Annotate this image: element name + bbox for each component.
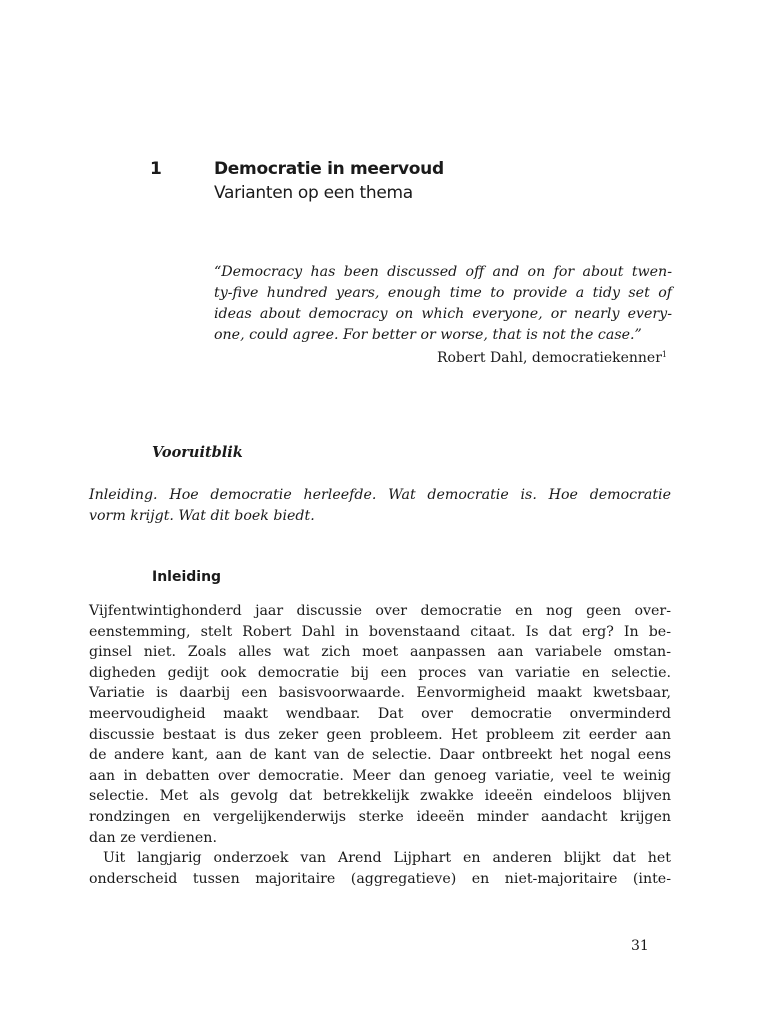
chapter-number: 1 [150,159,162,179]
body-line: dan ze verdienen. [89,829,217,846]
body-line: digheden gedijt ook democratie bij een proces van variatie en selectie. [89,664,671,681]
body-line: Uit langjarig onderzoek van Arend Lijphart en anderen blijkt dat het [103,850,671,867]
page-number: 31 [631,938,649,954]
epigraph-line: “Democracy has been discussed off and on for about twen- [214,264,672,280]
attribution-text: Robert Dahl, democratiekenner [436,350,662,366]
body-line: de andere kant, aan de kant van de selectie. Daar ontbreekt het nogal eens [89,747,671,764]
epigraph-attribution [437,345,667,368]
body-line: selectie. Met als gevolg dat betrekkelijk zwakke ideeën eindeloos blijven [89,788,671,805]
preview-line: vorm krijgt. Wat dit boek biedt. [89,508,315,524]
preview-heading: Vooruitblik [152,444,243,461]
body-line: meervoudigheid maakt wendbaar. Dat over democratie onverminderd [89,705,671,722]
body-line: discussie bestaat is dus zeker geen probleem. Het probleem zit eerder aan [89,726,671,743]
body-line: rondzingen en vergelijkenderwijs sterke ideeën minder aandacht krijgen [89,808,671,825]
epigraph-line: one, could agree. For better or worse, that is not the case.” [214,327,642,343]
body-line: ginsel niet. Zoals alles wat zich moet aanpassen aan variabele omstan- [89,644,671,661]
body-paragraphs [89,601,671,889]
body-line: Variatie is daarbij een basisvoorwaarde. Eenvormigheid maakt kwetsbaar, [89,685,671,702]
preview-line: Inleiding. Hoe democratie herleefde. Wat democratie is. Hoe democratie [89,487,671,503]
section-heading: Inleiding [152,569,222,585]
preview-text [89,485,671,527]
epigraph-line: ideas about democracy on which everyone, or nearly every- [214,306,672,322]
epigraph-quote [214,262,672,346]
body-line: onderscheid tussen majoritaire (aggregatieve) en niet-majoritaire (inte- [89,870,671,887]
body-line: eenstemming, stelt Robert Dahl in bovenstaand citaat. Is dat erg? In be- [89,623,671,640]
body-line: aan in debatten over democratie. Meer dan genoeg variatie, veel te weinig [89,767,671,784]
chapter-subtitle: Varianten op een thema [214,183,413,203]
footnote-reference[interactable]: 1 [661,350,667,359]
epigraph-line: ty-five hundred years, enough time to provide a tidy set of [214,285,672,301]
body-line: Vijfentwintighonderd jaar discussie over democratie en nog geen over- [89,603,671,619]
chapter-title: Democratie in meervoud [214,159,444,179]
